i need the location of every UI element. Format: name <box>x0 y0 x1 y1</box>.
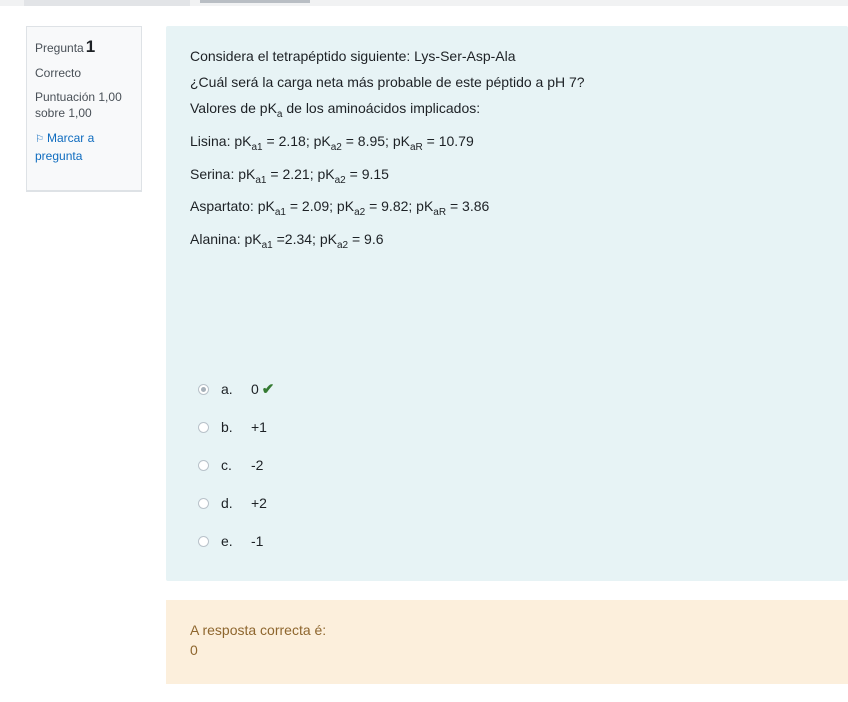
answer-options <box>198 370 274 560</box>
grade-line-2: sobre 1,00 <box>35 106 92 120</box>
nav-text <box>200 0 310 3</box>
correct-answer-value: 0 <box>190 642 198 658</box>
answer-text: 0 <box>251 381 259 397</box>
question-grade <box>35 89 133 121</box>
answer-option-b[interactable] <box>198 408 274 446</box>
question-panel <box>166 26 848 581</box>
answer-letter: c. <box>221 457 232 473</box>
feedback-panel <box>166 600 848 684</box>
pk-intro: Valores de $pK_a$ de los aminoácidos implicados: <box>190 100 481 120</box>
answer-option-a[interactable] <box>198 370 274 408</box>
answer-letter: a. <box>221 381 233 397</box>
question-text <box>190 48 824 254</box>
nav-tab[interactable] <box>24 0 190 6</box>
answer-letter: e. <box>221 533 233 549</box>
question-label: Pregunta <box>35 41 84 55</box>
question-line-1: Considera el tetrapéptido siguiente: Lys-Ser-Asp-Ala <box>190 48 516 64</box>
radio-button[interactable] <box>198 536 209 547</box>
answer-text: -1 <box>251 533 264 549</box>
question-number <box>35 37 133 57</box>
answer-text: +1 <box>251 419 267 435</box>
aspartato-values: Aspartato: $pK_{a1} = 2.09$; $pK_{a2} = 9.82$; $pK_{aR} = 3.86$ <box>190 198 490 219</box>
answer-letter: d. <box>221 495 233 511</box>
answer-letter: b. <box>221 419 233 435</box>
flag-question-link[interactable] <box>35 130 133 164</box>
answer-option-e[interactable] <box>198 522 274 560</box>
flag-icon: ⚐ <box>35 134 44 145</box>
answer-option-d[interactable] <box>198 484 274 522</box>
top-nav-strip <box>0 0 848 6</box>
check-icon: ✔ <box>261 381 275 398</box>
flag-label-1: Marcar a <box>46 131 95 145</box>
alanina-values: Alanina: $pK_{a1} =2.34$; $pK_{a2} = 9.6$ <box>190 231 384 251</box>
radio-button[interactable] <box>198 384 209 395</box>
grade-line-1: Puntuación 1,00 <box>35 90 122 104</box>
question-number-value: 1 <box>85 37 96 56</box>
question-info <box>26 26 142 192</box>
serina-values: Serina: $pK_{a1} = 2.21$; $pK_{a2} = 9.15$ <box>190 165 389 186</box>
answer-text: +2 <box>251 495 267 511</box>
flag-label-2: pregunta <box>35 149 83 163</box>
radio-button[interactable] <box>198 422 209 433</box>
correct-answer-label: A resposta correcta é: <box>190 622 327 638</box>
answer-text: -2 <box>251 457 264 473</box>
radio-button[interactable] <box>198 460 209 471</box>
answer-option-c[interactable] <box>198 446 274 484</box>
question-line-2: ¿Cuál será la carga neta más probable de este péptido a pH 7? <box>190 74 585 90</box>
question-state: Correcto <box>35 66 82 80</box>
lisina-values: Lisina: $pK_{a1} = 2.18$; $pK_{a2} = 8.95$; $pK_{aR} = 10.79$ <box>190 132 474 153</box>
radio-button[interactable] <box>198 498 209 509</box>
